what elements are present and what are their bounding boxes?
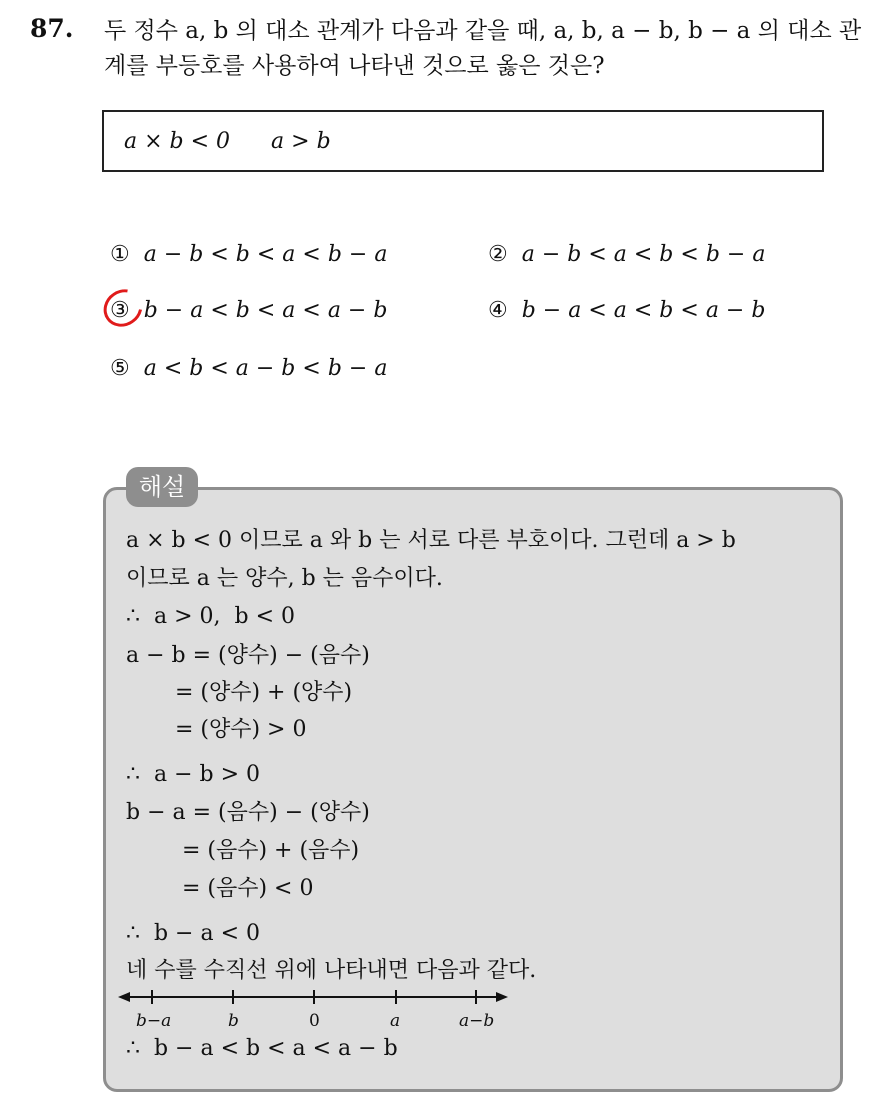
condition-box	[102, 110, 824, 172]
number-line-label-b: b	[228, 1011, 239, 1031]
solution-line-9: = (음수) + (음수)	[126, 838, 360, 863]
solution-line-3: ∴ a > 0, b < 0	[126, 604, 295, 629]
choice-1-text: a − b < b < a < b − a	[143, 242, 388, 267]
solution-line-12: 네 수를 수직선 위에 나타내면 다음과 같다.	[126, 958, 537, 983]
number-line-label-b-minus-a: b−a	[136, 1011, 172, 1031]
solution-line-10: = (음수) < 0	[126, 876, 314, 901]
solution-line-5: = (양수) + (양수)	[126, 680, 353, 705]
condition-1: a × b < 0	[124, 129, 231, 154]
choice-2-text: a − b < a < b < b − a	[521, 242, 766, 267]
choice-1[interactable]	[110, 240, 387, 270]
solution-line-8: b − a = (음수) − (양수)	[126, 800, 370, 825]
choice-5-text: a < b < a − b < b − a	[143, 356, 388, 381]
choice-2-number: ②	[488, 242, 508, 267]
choice-4-number: ④	[488, 298, 508, 323]
solution-line-7: ∴ a − b > 0	[126, 762, 261, 787]
choice-5-number: ⑤	[110, 356, 130, 381]
choice-4-text: b − a < a < b < a − b	[521, 298, 766, 323]
question-number: 87.	[30, 14, 74, 43]
choice-5[interactable]	[110, 354, 387, 384]
solution-line-1: a × b < 0 이므로 a 와 b 는 서로 다른 부호이다. 그런데 a > b	[126, 528, 736, 553]
number-line-label-zero: 0	[309, 1011, 320, 1031]
question-text: 두 정수 a, b 의 대소 관계가 다음과 같을 때, a, b, a − b, b − a 의 대소 관계를 부등호를 사용하여 나타낸 것으로 옳은 것은?	[104, 18, 862, 79]
choice-2[interactable]	[488, 240, 765, 270]
choice-4[interactable]	[488, 296, 765, 326]
solution-line-6: = (양수) > 0	[126, 717, 307, 742]
choice-3-text: b − a < b < a < a − b	[143, 298, 388, 323]
choice-3[interactable]	[110, 296, 387, 326]
solution-line-2: 이므로 a 는 양수, b 는 음수이다.	[126, 566, 443, 591]
condition-2: a > b	[271, 129, 331, 154]
selected-answer-mark	[96, 282, 149, 334]
solution-conclusion: ∴ b − a < b < a < a − b	[126, 1036, 398, 1061]
solution-line-11: ∴ b − a < 0	[126, 921, 261, 946]
choice-3-number: ③	[110, 298, 130, 323]
choice-1-number: ①	[110, 242, 130, 267]
solution-line-4: a − b = (양수) − (음수)	[126, 643, 370, 668]
solution-tag: 해설	[126, 467, 198, 507]
number-line-label-a: a	[390, 1011, 401, 1031]
number-line-label-a-minus-b: a−b	[459, 1011, 495, 1031]
